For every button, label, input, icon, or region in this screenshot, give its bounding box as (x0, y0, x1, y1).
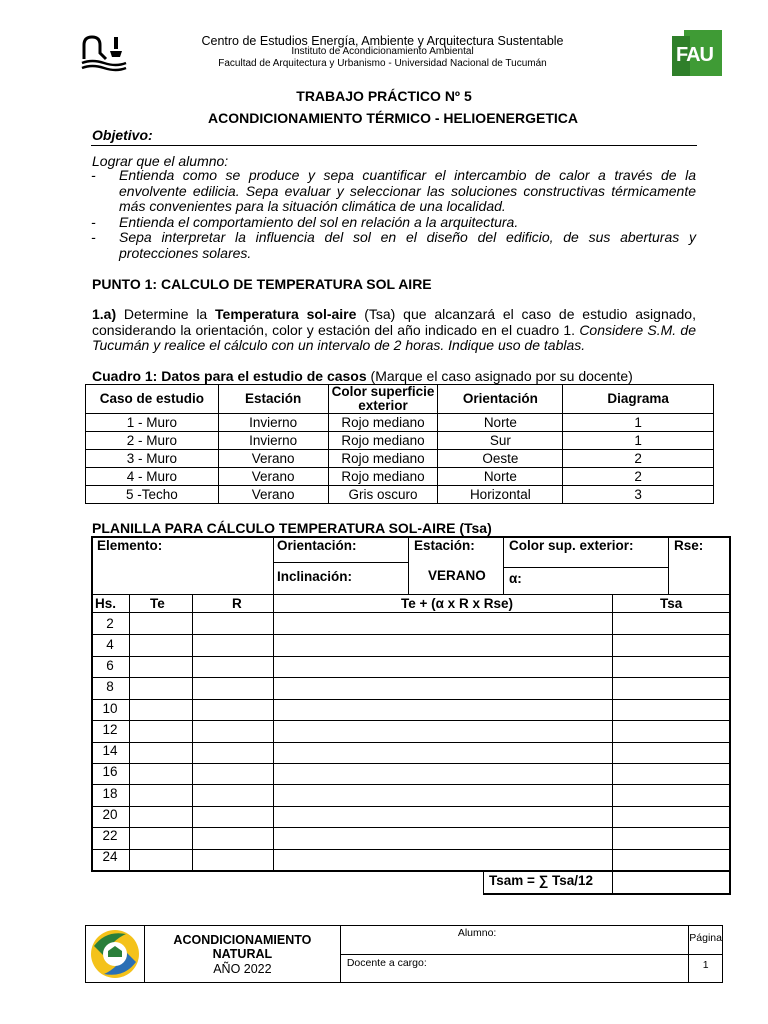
table-cell: Rojo mediano (328, 432, 438, 450)
hour-cell: 24 (102, 849, 118, 864)
table-cell: Norte (438, 414, 563, 432)
hour-cell: 10 (102, 701, 118, 716)
page-title: TRABAJO PRÁCTICO Nº 5 (296, 88, 472, 104)
footer-year: AÑO 2022 (213, 961, 272, 976)
p1a-label: 1.a) (92, 306, 117, 322)
header-faculty: Facultad de Arquitectura y Urbanismo - Universidad Nacional de Tucumán (218, 58, 547, 69)
list-item: - Entienda como se produce y sepa cuantificar el intercambio de calor a través de la envolvente edilicia. Sepa evaluar y seleccionar las soluciones constructivas térmicamente más convenientes para la situación climática de una localidad. (91, 167, 696, 215)
punto1-heading: PUNTO 1: CALCULO DE TEMPERATURA SOL AIRE (92, 276, 432, 292)
table-cell: 3 (563, 486, 714, 504)
footer-page-number-cell (689, 954, 723, 983)
planilla-form (91, 536, 731, 895)
p1a-bold: Temperatura sol-aire (215, 306, 357, 322)
border-line (91, 870, 731, 872)
hour-row-line (91, 656, 731, 657)
p1a-paragraph (92, 307, 696, 354)
col-header: Caso de estudio (86, 385, 219, 414)
border-line (91, 594, 731, 595)
header-center-name: Centro de Estudios Energía, Ambiente y Arquitectura Sustentable (201, 34, 564, 48)
footer-page-number: 1 (702, 958, 709, 971)
ceeas-logo (80, 33, 128, 73)
footer-alumno-cell (340, 926, 688, 955)
border-line (668, 536, 669, 595)
tsam-formula: Tsam = ∑ Tsa/12 (489, 873, 594, 888)
orientacion-label: Orientación: (277, 538, 357, 553)
planilla-title: PLANILLA PARA CÁLCULO TEMPERATURA SOL-AIRE (Tsa) (92, 520, 492, 536)
list-item: - Entienda el comportamiento del sol en relación a la arquitectura. (92, 215, 696, 231)
objetivo-label: Objetivo: (92, 127, 153, 143)
cuadro-caption (92, 368, 633, 384)
table-header-row (86, 385, 714, 414)
bullet-text: Sepa interpretar la influencia del sol en el diseño del edificio, de sus aberturas y protecciones solares. (119, 229, 696, 261)
border-line (612, 595, 613, 871)
hour-row-line (91, 720, 731, 721)
border-line (192, 595, 193, 871)
page-subtitle: ACONDICIONAMIENTO TÉRMICO - HELIOENERGETICA (208, 110, 578, 126)
cuadro-title: Cuadro 1: Datos para el estudio de casos (92, 368, 367, 384)
col-header: Estación (218, 385, 328, 414)
list-item: - Sepa interpretar la influencia del sol en el diseño del edificio, de sus aberturas y protecciones solares. (91, 229, 696, 261)
table-cell: 1 - Muro (86, 414, 219, 432)
table-cell: Rojo mediano (328, 468, 438, 486)
footer-pagina-cell (689, 926, 723, 955)
fau-logo (672, 30, 722, 76)
border-line (273, 595, 274, 871)
table-cell: Verano (218, 450, 328, 468)
hour-cell: 4 (106, 637, 114, 652)
footer-alumno-label: Alumno: (457, 927, 497, 939)
hour-cell: 6 (106, 658, 114, 673)
table-cell: 3 - Muro (86, 450, 219, 468)
hour-row-line (91, 784, 731, 785)
border-line (483, 893, 731, 895)
hour-cell: 20 (102, 807, 118, 822)
intro-text: Lograr que el alumno: (92, 153, 229, 169)
hour-cell: 22 (102, 828, 118, 843)
border-line (729, 536, 731, 895)
estacion-label: Estación: (414, 538, 475, 553)
p1a-text-2: (Tsa) que alcanzará el caso de estudio asignado, considerando la orientación, color y estación del año indicado en el cuadro 1. (92, 306, 696, 338)
table-cell: Invierno (218, 432, 328, 450)
table-cell: Rojo mediano (328, 414, 438, 432)
table-cell: 2 (563, 468, 714, 486)
hour-row-line (91, 634, 731, 635)
hour-row-line (91, 677, 731, 678)
col-tsa: Tsa (660, 596, 683, 611)
border-line (91, 612, 731, 613)
col-header: Orientación (438, 385, 563, 414)
col-header: Diagrama (563, 385, 714, 414)
footer-docente-label: Docente a cargo: (346, 956, 427, 969)
table-row[interactable] (86, 414, 714, 432)
col-te: Te (150, 596, 165, 611)
table-cell: 2 - Muro (86, 432, 219, 450)
footer-logo-cell (86, 926, 145, 983)
footer-course-cell (145, 926, 341, 983)
col-header: Color superficie exterior (328, 385, 438, 414)
hour-cell: 12 (102, 722, 118, 737)
table-cell: Invierno (218, 414, 328, 432)
hour-cell: 14 (102, 743, 118, 758)
table-cell: Oeste (438, 450, 563, 468)
table-cell: 1 (563, 414, 714, 432)
header-institute: Instituto de Acondicionamiento Ambiental (291, 46, 474, 57)
hour-row-line (91, 849, 731, 850)
col-formula: Te + (α x R x Rse) (401, 596, 513, 611)
cases-table (85, 384, 714, 504)
table-cell: Sur (438, 432, 563, 450)
hour-cell: 16 (102, 764, 118, 779)
table-cell: 4 - Muro (86, 468, 219, 486)
table-cell: Rojo mediano (328, 450, 438, 468)
table-cell: Gris oscuro (328, 486, 438, 504)
hour-row-line (91, 806, 731, 807)
inclinacion-label: Inclinación: (277, 569, 353, 584)
hour-row-line (91, 827, 731, 828)
table-row[interactable] (86, 486, 714, 504)
border-line (129, 595, 130, 871)
border-line (612, 870, 613, 895)
table-row[interactable] (86, 468, 714, 486)
col-hs: Hs. (95, 596, 117, 611)
fau-logo-text: FAU (676, 44, 713, 66)
bullet-text: Entienda el comportamiento del sol en relación a la arquitectura. (119, 213, 519, 230)
border-line (91, 536, 731, 538)
hour-cell: 8 (106, 679, 114, 694)
table-cell: Horizontal (438, 486, 563, 504)
p1a-text-1: Determine la (116, 306, 216, 322)
border-line (503, 536, 504, 595)
footer-table (85, 925, 723, 983)
rse-label: Rse: (674, 538, 704, 553)
verano-value: VERANO (428, 568, 486, 583)
hour-cell: 18 (102, 786, 118, 801)
table-cell: Verano (218, 486, 328, 504)
table-row[interactable] (86, 432, 714, 450)
objetivo-rule (91, 145, 697, 146)
table-cell: Norte (438, 468, 563, 486)
table-cell: Verano (218, 468, 328, 486)
border-line (503, 567, 668, 568)
table-cell: 1 (563, 432, 714, 450)
hour-row-line (91, 763, 731, 764)
sustainability-logo (86, 926, 144, 982)
hour-cell: 2 (106, 616, 114, 631)
border-line (408, 536, 409, 595)
footer-pagina-label: Página (689, 932, 722, 944)
table-cell: 5 -Techo (86, 486, 219, 504)
footer-course: ACONDICIONAMIENTO NATURAL (173, 932, 312, 961)
color-label: Color sup. exterior: (509, 538, 634, 553)
table-row[interactable] (86, 450, 714, 468)
table-cell: 2 (563, 450, 714, 468)
bullet-text: Entienda como se produce y sepa cuantificar el intercambio de calor a través de la envolvente edilicia. Sepa evaluar y seleccionar las soluciones constructivas térmicamente más convenientes para la situación climática de una localidad. (119, 167, 696, 215)
objectives-list (92, 168, 696, 262)
border-line (273, 562, 408, 563)
alpha-label: α: (509, 571, 522, 586)
cuadro-note: (Marque el caso asignado por su docente) (366, 368, 633, 384)
footer-docente-cell (340, 954, 688, 983)
p1a-italic: Considere S.M. de Tucumán y realice el cálculo con un intervalo de 2 horas. Indique uso de tablas. (92, 321, 696, 354)
hour-row-line (91, 742, 731, 743)
hour-row-line (91, 699, 731, 700)
border-line (483, 870, 484, 895)
elemento-label: Elemento: (97, 538, 163, 553)
col-r: R (232, 596, 242, 611)
